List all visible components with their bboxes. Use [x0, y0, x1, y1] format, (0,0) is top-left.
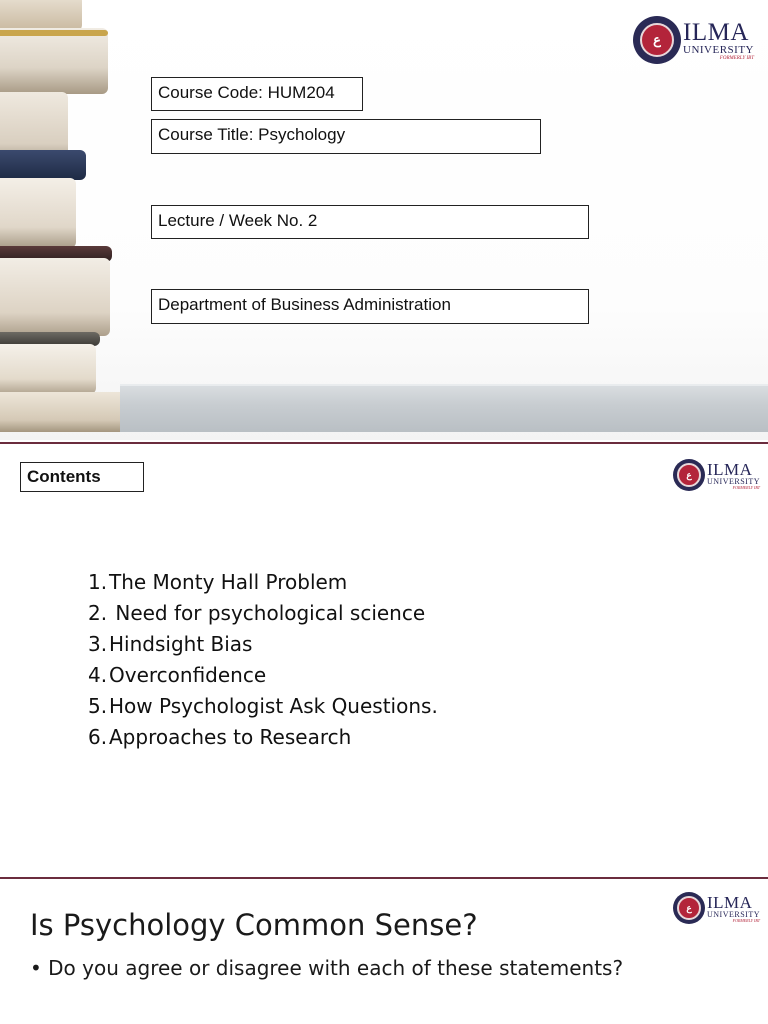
ilma-university-logo	[673, 459, 760, 491]
slide-divider	[0, 440, 768, 447]
university-seal-icon: ع	[673, 892, 705, 924]
list-item: 3. Hindsight Bias	[88, 632, 253, 656]
logo-sub: UNIVERSITY	[707, 909, 760, 919]
logo-name: ILMA	[707, 459, 753, 479]
logo-name: ILMA	[683, 18, 749, 46]
course-title-box: Course Title: Psychology	[151, 119, 541, 154]
contents-slide	[0, 447, 768, 875]
course-code-box: Course Code: HUM204	[151, 77, 363, 111]
logo-tagline: FORMERLY IBT	[732, 484, 760, 490]
table-surface	[120, 386, 768, 432]
ilma-university-logo	[673, 892, 760, 924]
list-item: 1. The Monty Hall Problem	[88, 570, 348, 594]
contents-heading: Contents	[20, 462, 144, 492]
logo-tagline: FORMERLY IBT	[719, 55, 754, 61]
list-item: 5. How Psychologist Ask Questions.	[88, 694, 438, 718]
contents-list	[88, 567, 438, 753]
logo-sub: UNIVERSITY	[707, 476, 760, 486]
title-slide	[0, 0, 768, 440]
list-item: 4. Overconfidence	[88, 663, 267, 687]
list-item: 2. Need for psychological science	[88, 601, 426, 625]
logo-name: ILMA	[707, 892, 753, 912]
slide-divider	[0, 875, 768, 882]
ilma-university-logo	[633, 16, 754, 64]
common-sense-slide	[0, 882, 768, 1024]
list-item: 6. Approaches to Research	[88, 725, 352, 749]
university-seal-icon: ع	[673, 459, 705, 491]
logo-sub: UNIVERSITY	[683, 43, 754, 56]
lecture-week-box: Lecture / Week No. 2	[151, 205, 589, 239]
department-box: Department of Business Administration	[151, 289, 589, 324]
bullet-text: • Do you agree or disagree with each of these statements?	[30, 956, 624, 980]
university-seal-icon: ع	[633, 16, 681, 64]
slide-title: Is Psychology Common Sense?	[30, 908, 478, 942]
logo-tagline: FORMERLY IBT	[732, 917, 760, 923]
